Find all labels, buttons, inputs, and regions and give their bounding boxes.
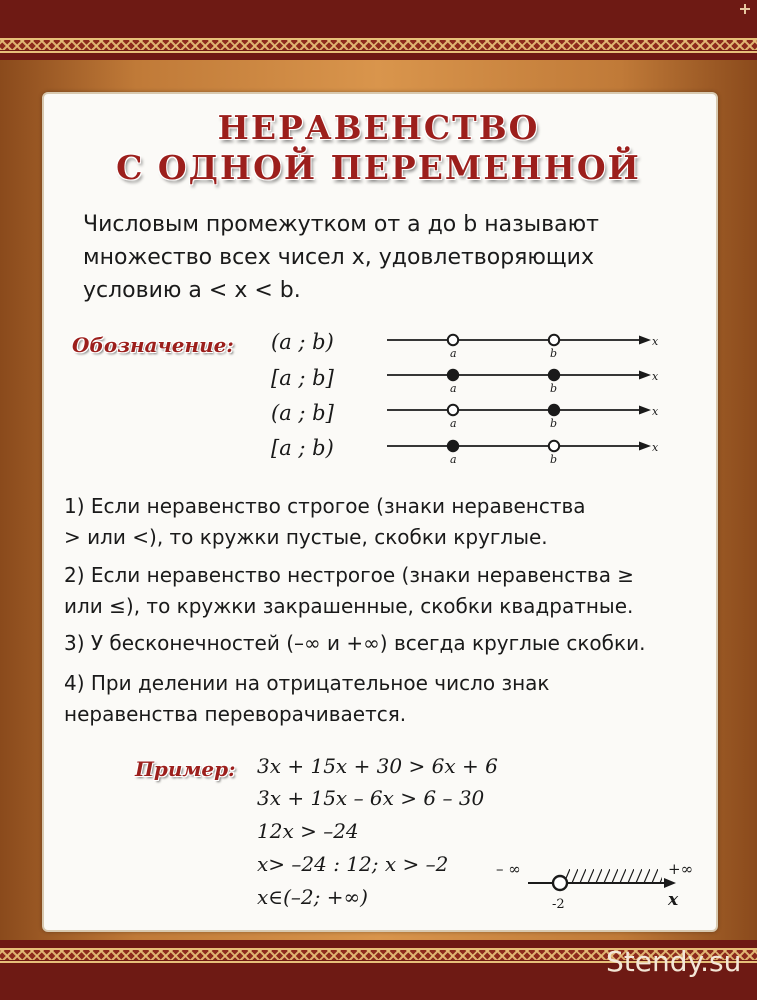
point-a <box>448 441 458 451</box>
point-a <box>448 405 458 415</box>
label-x: x <box>652 405 659 418</box>
example-line: 3x + 15x – 6x > 6 – 30 <box>257 786 485 810</box>
definition-line: условию a < x < b. <box>83 278 301 303</box>
point-label: -2 <box>552 897 565 912</box>
rule-line: 3) У бесконечностей (–∞ и +∞) всегда круглые скобки. <box>64 631 646 655</box>
axis-arrow <box>639 336 651 345</box>
label-a: a <box>450 347 457 360</box>
point-b <box>549 441 559 451</box>
page-title-line1: НЕРАВЕНСТВО <box>217 108 540 147</box>
number-line <box>385 432 675 468</box>
rule-4 <box>64 668 704 730</box>
label-x: x <box>652 370 659 383</box>
notation-item: [a ; b] <box>271 366 334 390</box>
example-label: Пример: <box>135 757 236 781</box>
point-a <box>448 335 458 345</box>
rule-2 <box>64 560 704 622</box>
number-line <box>385 396 675 432</box>
label-b: b <box>550 417 558 430</box>
rule-line: 4) При делении на отрицательное число знак <box>64 671 550 695</box>
brand-watermark: Stendy.su <box>606 945 742 978</box>
number-line <box>385 326 675 362</box>
rule-line: 1) Если неравенство строгое (знаки неравенства <box>64 494 586 518</box>
point-b <box>549 335 559 345</box>
rule-3 <box>64 628 704 659</box>
page-title-line2: С ОДНОЙ ПЕРЕМЕННОЙ <box>116 148 641 187</box>
label-b: b <box>550 347 558 360</box>
top-gold-line <box>0 38 757 40</box>
point-b <box>549 370 559 380</box>
definition-line: Числовым промежутком от a до b называют <box>83 212 599 237</box>
rule-line: > или <), то кружки пустые, скобки круглые. <box>64 525 548 549</box>
rule-1 <box>64 491 704 553</box>
point-a <box>448 370 458 380</box>
label-a: a <box>450 417 457 430</box>
example-line: 12x > –24 <box>257 819 359 843</box>
neg-inf-label: – ∞ <box>496 860 521 878</box>
notation-item: (a ; b) <box>271 330 334 354</box>
rule-line: 2) Если неравенство нестрогое (знаки неравенства ≥ <box>64 563 635 587</box>
example-line: x∈(–2; +∞) <box>257 885 368 909</box>
label-x: x <box>652 441 659 454</box>
label-a: a <box>450 382 457 395</box>
top-ornament <box>0 40 757 50</box>
label-a: a <box>450 453 457 466</box>
axis-arrow <box>639 371 651 380</box>
notation-item: [a ; b) <box>271 436 334 460</box>
cross-icon <box>740 4 750 14</box>
label-b: b <box>550 453 558 466</box>
label-b: b <box>550 382 558 395</box>
axis-arrow <box>639 442 651 451</box>
rule-line: или ≤), то кружки закрашенные, скобки квадратные. <box>64 594 634 618</box>
solution-number-line <box>490 855 700 915</box>
pos-inf-label: +∞ <box>668 860 694 878</box>
number-line <box>385 361 675 397</box>
solution-open-point <box>553 876 567 890</box>
notation-label: Обозначение: <box>72 333 234 357</box>
definition-text <box>83 208 703 307</box>
notation-item: (a ; b] <box>271 401 334 425</box>
axis-arrow <box>639 406 651 415</box>
label-x: x <box>652 335 659 348</box>
rule-line: неравенства переворачивается. <box>64 702 407 726</box>
definition-line: множество всех чисел x, удовлетворяющих <box>83 245 594 270</box>
axis-label: x <box>668 890 679 910</box>
example-line: 3x + 15x + 30 > 6x + 6 <box>257 754 498 778</box>
solution-hatch <box>562 869 662 883</box>
top-gold-line-2 <box>0 51 757 53</box>
example-line: x> –24 : 12; x > –2 <box>257 852 449 876</box>
point-b <box>549 405 559 415</box>
solution-arrow <box>664 878 676 888</box>
